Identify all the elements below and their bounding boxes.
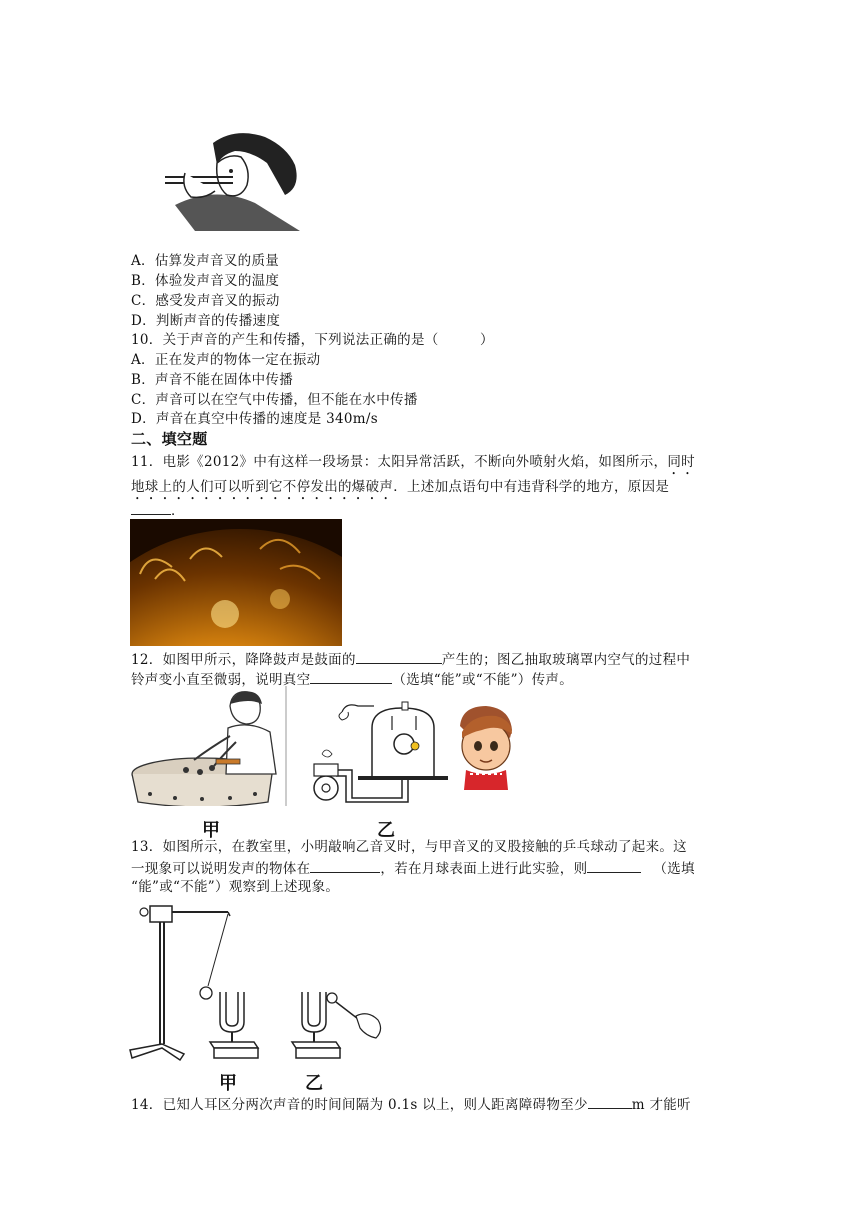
sun-flare-photo: [130, 519, 342, 646]
q12-text: （选填“能”或“不能”）传声。: [392, 672, 574, 688]
section-title-fill-blank: 二、填空题: [131, 430, 208, 448]
q9-option-d: D．判断声音的传播速度: [131, 313, 281, 329]
q10-option-a: A．正在发声的物体一定在振动: [131, 352, 321, 368]
q11-answer-blank[interactable]: [131, 500, 171, 515]
q12-text: 12．如图甲所示，降降鼓声是鼓面的: [131, 652, 356, 668]
q10-option-b: B．声音不能在固体中传播: [131, 372, 294, 388]
q13-text: ，若在月球表面上进行此实验，则: [380, 861, 588, 877]
q13-answer-blank-1[interactable]: [310, 858, 380, 873]
q10-option-d: D．声音在真空中传播的速度是 340m/s: [131, 411, 378, 427]
q9-option-c: C．感受发声音叉的振动: [131, 293, 280, 309]
girl-tuning-fork-figure: [155, 125, 305, 233]
q14-text: 14．已知人耳区分两次声音的时间间隔为 0.1s 以上，则人距离障碍物至少: [131, 1097, 588, 1113]
q14-answer-blank[interactable]: [588, 1094, 632, 1109]
q10-option-c: C．声音可以在空气中传播，但不能在水中传播: [131, 392, 418, 408]
q13-text: （选填: [653, 861, 695, 877]
q12-text: 铃声变小直至微弱，说明真空: [131, 672, 311, 688]
q10-stem: 10．关于声音的产生和传播，下列说法正确的是（ ）: [131, 332, 494, 348]
q9-option-a: A．估算发声音叉的质量: [131, 253, 280, 269]
figure-caption-jia: 甲: [219, 1073, 237, 1094]
drum-figure: [130, 686, 290, 806]
q13-answer-blank-2[interactable]: [587, 858, 641, 873]
q13-line-2: [131, 858, 695, 878]
q11-text: ．上述加点语句中有违背科学的地方，原因是: [393, 479, 670, 495]
q13-line-3: “能”或“不能”）观察到上述现象。: [131, 879, 340, 895]
q9-option-b: B．体验发声音叉的温度: [131, 273, 280, 289]
figure-caption-yi: 乙: [377, 820, 395, 841]
q11-text: ．: [171, 503, 185, 519]
figure-caption-jia: 甲: [202, 820, 220, 841]
q13-text: 一现象可以说明发声的物体在: [131, 861, 311, 877]
q14-text: m 才能听: [631, 1097, 691, 1113]
q11-emphasis: 同时: [667, 454, 695, 470]
q14-line-1: [131, 1094, 691, 1114]
q11-emphasis: 地球上的人们可以听到它不停发出的爆破声: [131, 479, 394, 495]
q11-line-1: [131, 453, 695, 478]
q12-line-1: [131, 649, 690, 669]
q12-answer-blank-1[interactable]: [356, 649, 442, 664]
q13-line-1: 13．如图所示，在教室里，小明敲响乙音叉时，与甲音叉的叉股接触的乒乓球动了起来。这: [131, 839, 687, 855]
q12-text: 产生的；图乙抽取玻璃罩内空气的过程中: [441, 652, 691, 668]
q11-text: 11．电影《2012》中有这样一段场景：太阳异常活跃，不断向外喷射火焰，如图所示，: [131, 454, 668, 470]
bell-jar-vacuum-figure: [312, 698, 452, 810]
tuning-fork-experiment-figure: [128, 898, 388, 1064]
q11-line-2: [131, 478, 669, 503]
q12-answer-blank-2[interactable]: [310, 669, 392, 684]
figure-caption-yi: 乙: [305, 1073, 323, 1094]
q11-line-3: [131, 500, 185, 520]
cartoon-boy-illustration: [452, 704, 518, 790]
